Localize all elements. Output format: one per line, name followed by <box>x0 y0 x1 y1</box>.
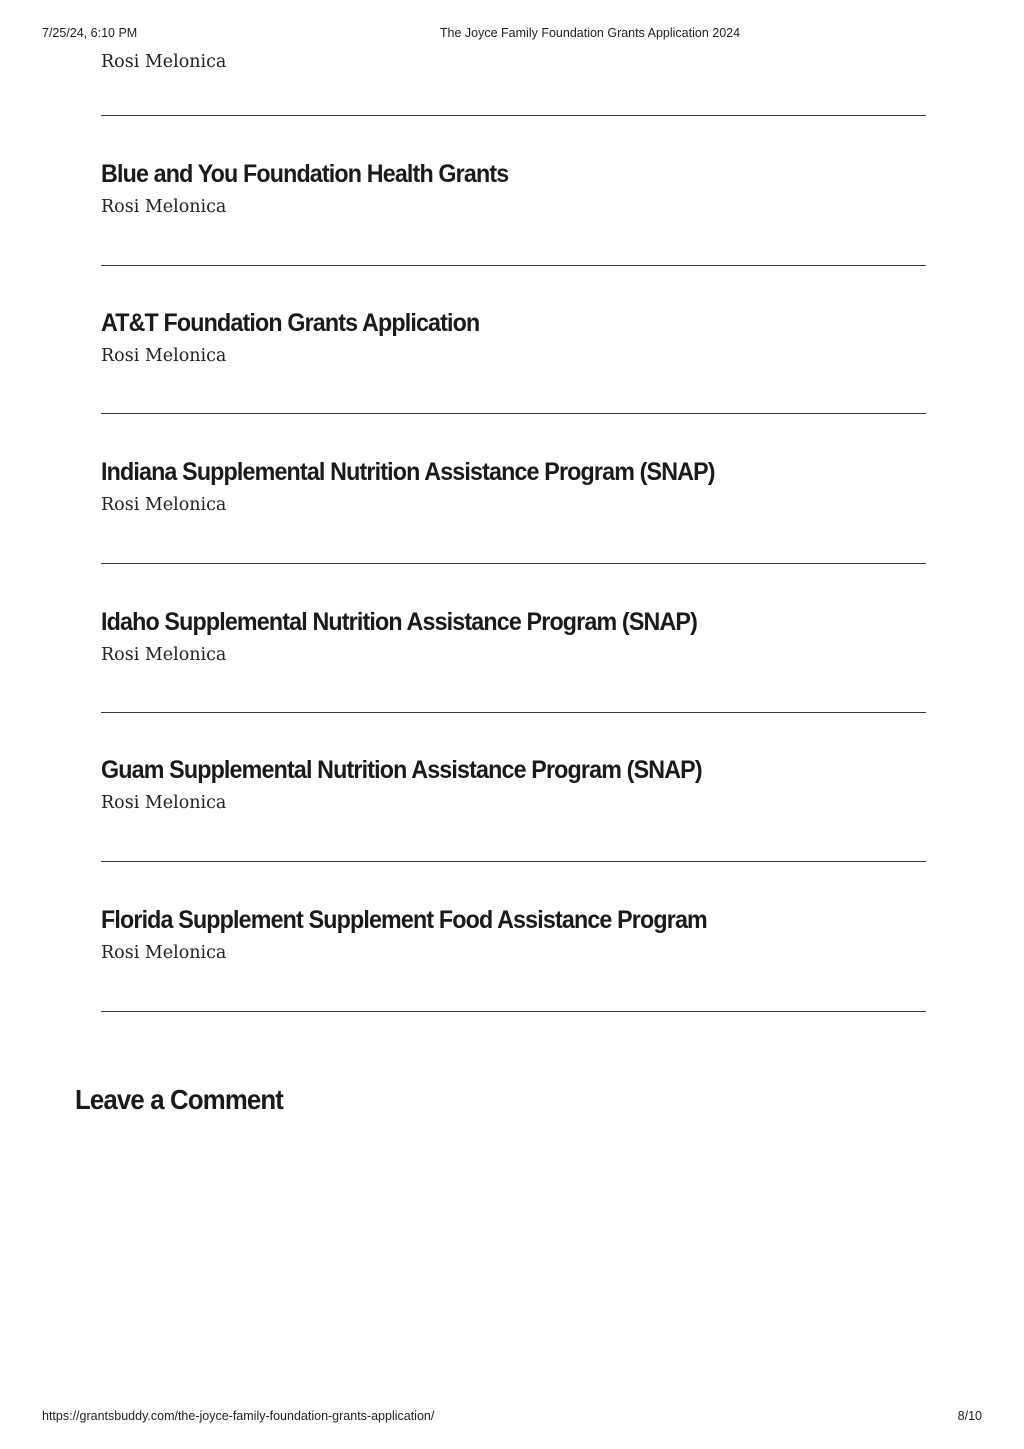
print-page-url: https://grantsbuddy.com/the-joyce-family-foundation-grants-application/ <box>42 1409 435 1423</box>
divider <box>101 265 926 266</box>
post-title-link[interactable]: AT&T Foundation Grants Application <box>101 309 480 337</box>
print-document-title: The Joyce Family Foundation Grants Application 2024 <box>439 26 741 40</box>
post-title-link[interactable]: Indiana Supplemental Nutrition Assistance Program (SNAP) <box>101 458 715 486</box>
post-author: Rosi Melonica <box>101 645 227 665</box>
divider <box>101 413 926 414</box>
print-page-number: 8/10 <box>957 1409 982 1423</box>
post-author: Rosi Melonica <box>101 52 227 72</box>
related-post <box>101 754 926 814</box>
print-footer <box>42 1409 982 1425</box>
print-datetime: 7/25/24, 6:10 PM <box>42 26 138 40</box>
divider <box>101 1011 926 1012</box>
post-author: Rosi Melonica <box>101 495 227 515</box>
divider <box>101 115 926 116</box>
post-title-link[interactable]: Blue and You Foundation Health Grants <box>101 160 509 188</box>
print-header <box>42 26 982 42</box>
related-post <box>101 158 926 218</box>
post-author: Rosi Melonica <box>101 793 227 813</box>
related-post <box>101 606 926 666</box>
related-post <box>101 307 926 367</box>
divider <box>101 861 926 862</box>
related-post <box>101 456 926 516</box>
post-author: Rosi Melonica <box>101 346 227 366</box>
post-title-link[interactable]: Guam Supplemental Nutrition Assistance Program (SNAP) <box>101 756 702 784</box>
leave-comment-heading: Leave a Comment <box>75 1084 284 1115</box>
post-author: Rosi Melonica <box>101 197 227 217</box>
divider <box>101 712 926 713</box>
divider <box>101 563 926 564</box>
related-post <box>101 904 926 964</box>
post-title-link[interactable]: Florida Supplement Supplement Food Assistance Program <box>101 906 707 934</box>
post-title-link[interactable]: Idaho Supplemental Nutrition Assistance Program (SNAP) <box>101 608 697 636</box>
post-author: Rosi Melonica <box>101 943 227 963</box>
